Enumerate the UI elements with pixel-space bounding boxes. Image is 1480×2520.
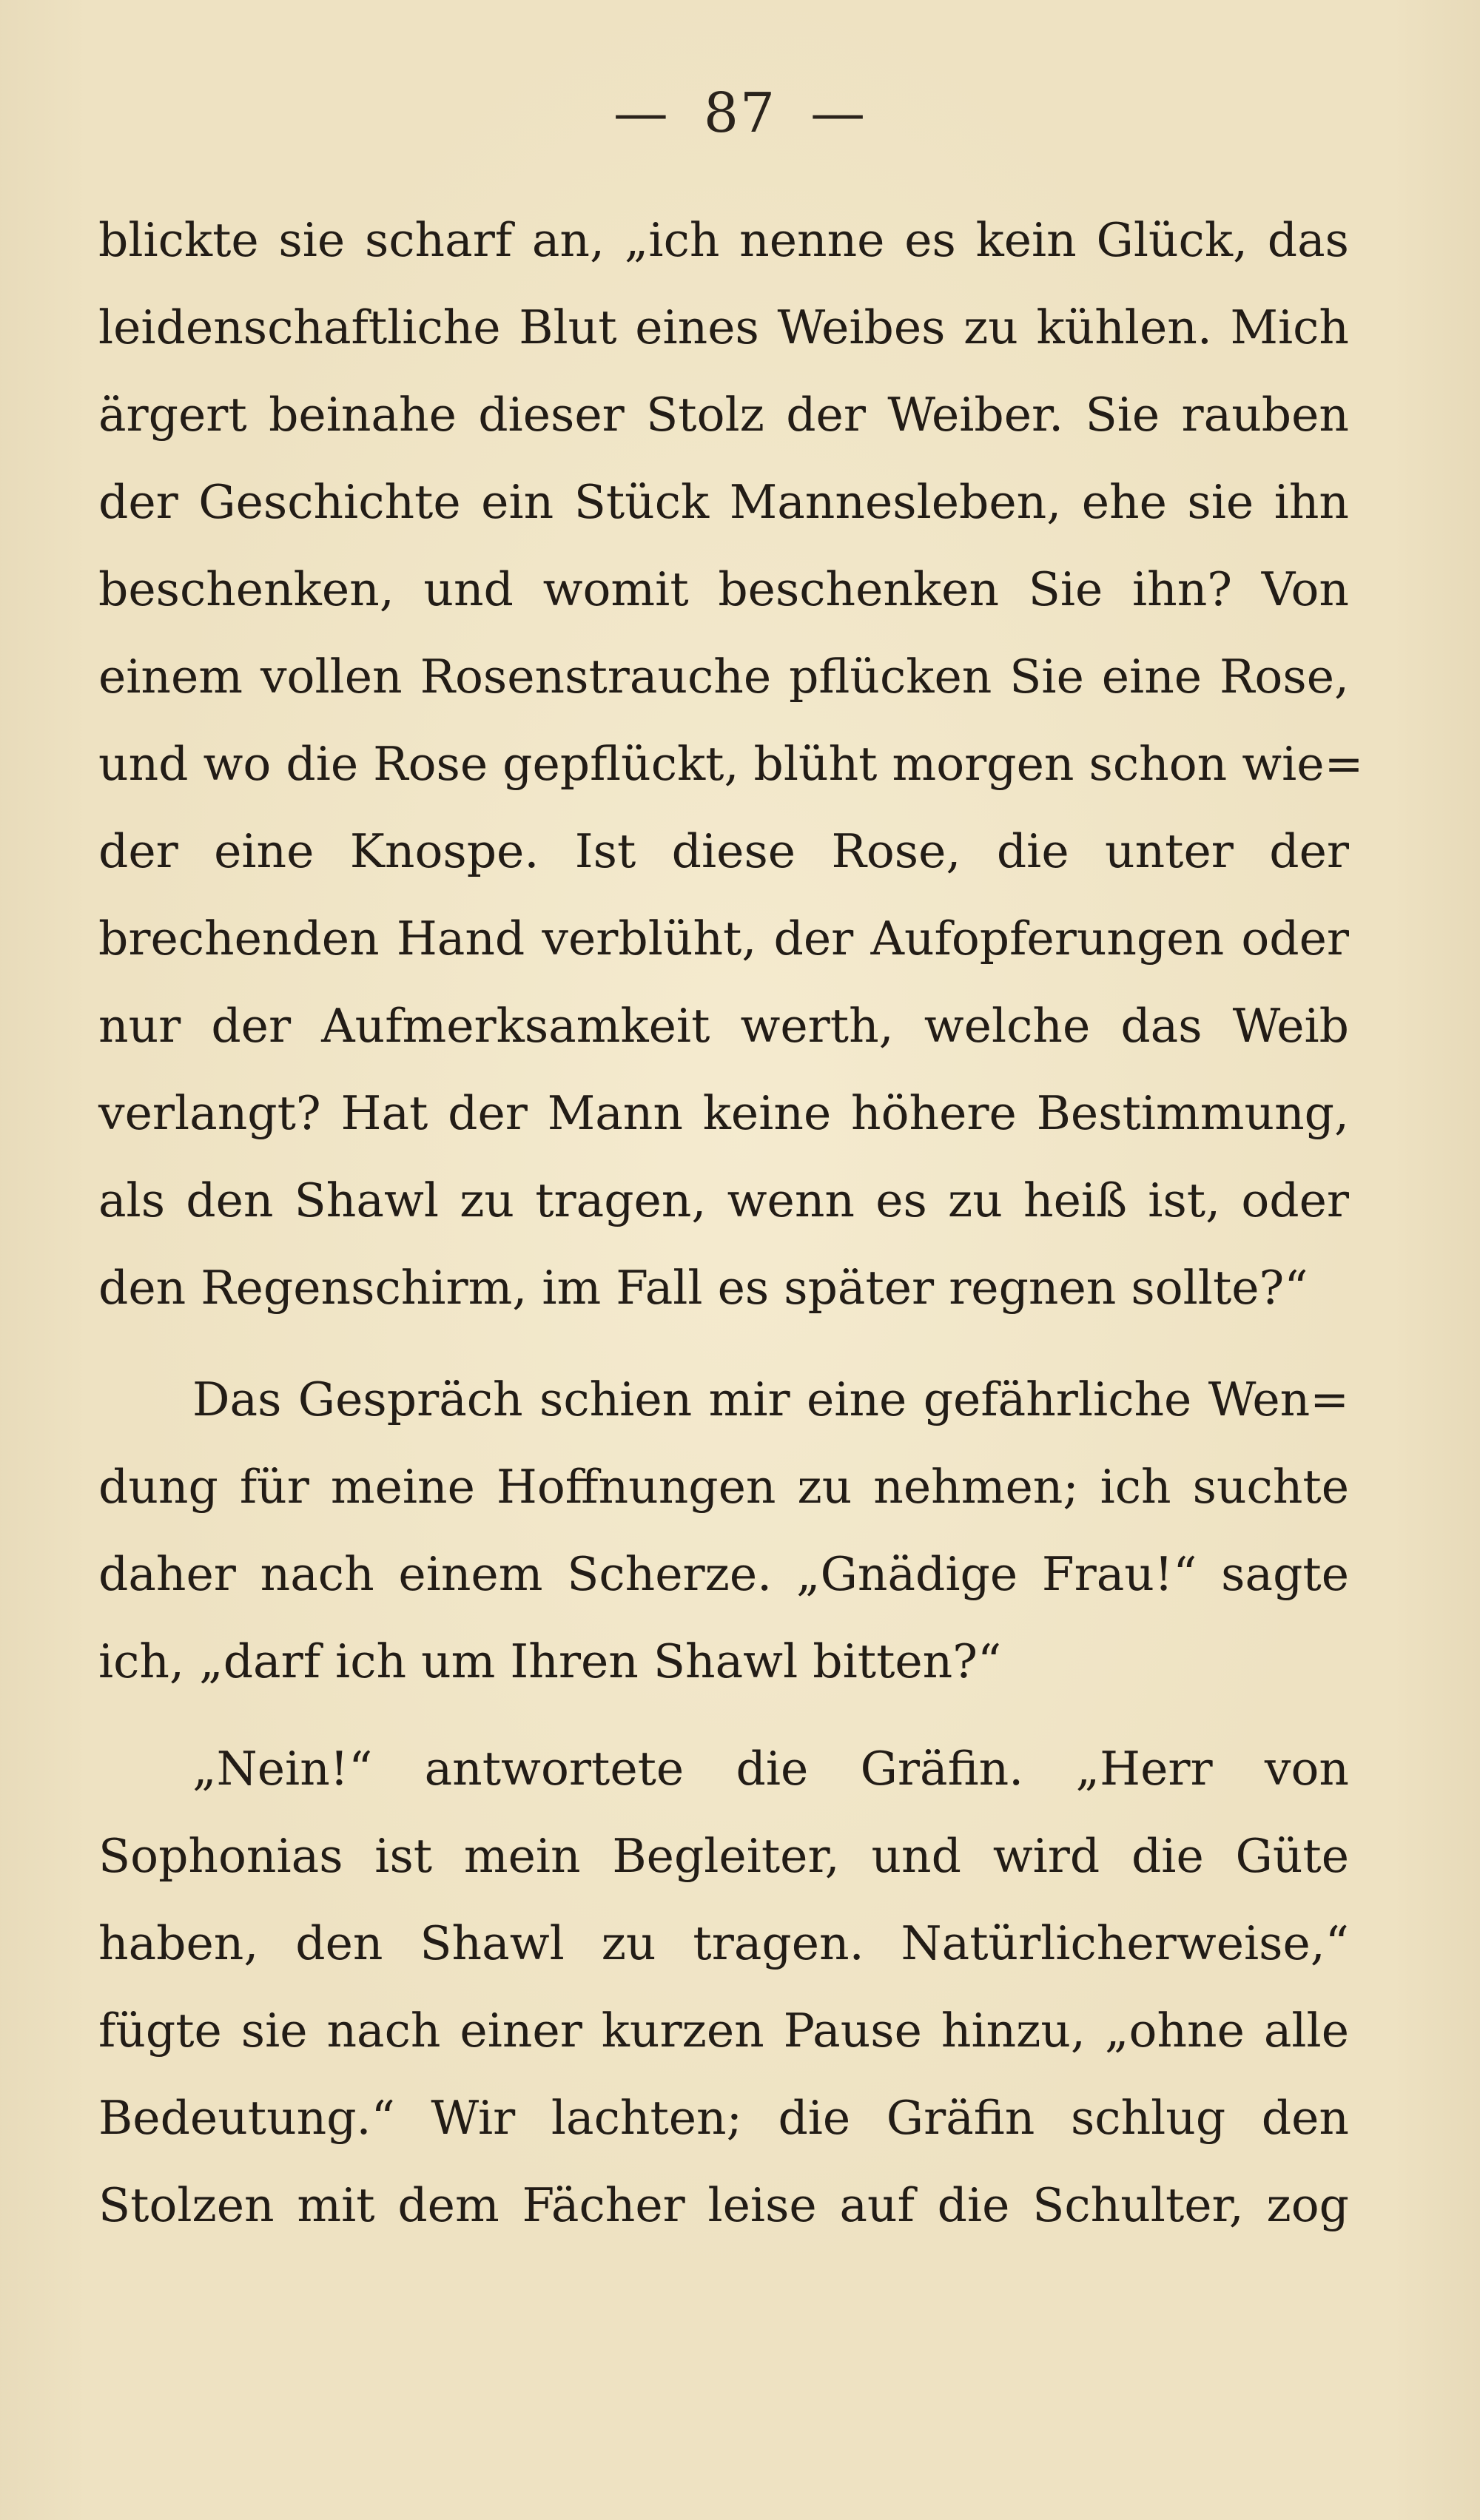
- text-line: und wo die Rose gepflückt, blüht morgen schon wie=: [98, 737, 1364, 791]
- text-line: als den Shawl zu tragen, wenn es zu heiß ist, oder: [98, 1173, 1349, 1227]
- text-line: den Regenschirm, im Fall es später regnen sollte?“: [98, 1261, 1308, 1315]
- text-line: Stolzen mit dem Fächer leise auf die Schulter, zog: [98, 2178, 1349, 2232]
- text-line: Bedeutung.“ Wir lachten; die Gräfin schlug den: [98, 2091, 1349, 2145]
- text-line: daher nach einem Scherze. „Gnädige Frau!“ sagte: [98, 1547, 1349, 1601]
- text-line: einem vollen Rosenstrauche pflücken Sie eine Rose,: [98, 650, 1349, 704]
- text-line: „Nein!“ antwortete die Gräfin. „Herr von: [192, 1742, 1349, 1796]
- text-line: brechenden Hand verblüht, der Aufopferungen oder: [98, 912, 1349, 966]
- header-dash-right: —: [810, 81, 867, 145]
- text-line: leidenschaftliche Blut eines Weibes zu kühlen. Mich: [98, 300, 1349, 354]
- text-line: nur der Aufmerksamkeit werth, welche das Weib: [98, 999, 1349, 1053]
- text-line: Das Gespräch schien mir eine gefährliche Wen=: [192, 1372, 1349, 1426]
- header-dash-left: —: [613, 81, 670, 145]
- text-line: dung für meine Hoffnungen zu nehmen; ich suchte: [98, 1460, 1349, 1514]
- text-line: Sophonias ist mein Begleiter, und wird die Güte: [98, 1829, 1349, 1883]
- page-number: 87: [703, 81, 777, 145]
- text-line: haben, den Shawl zu tragen. Natürlicherweise,“: [98, 1916, 1349, 1970]
- text-line: der Geschichte ein Stück Mannesleben, ehe sie ihn: [98, 475, 1349, 529]
- text-line: verlangt? Hat der Mann keine höhere Bestimmung,: [98, 1086, 1349, 1140]
- text-line: fügte sie nach einer kurzen Pause hinzu, „ohne alle: [98, 2004, 1349, 2058]
- text-line: ich, „darf ich um Ihren Shawl bitten?“: [98, 1634, 1002, 1688]
- text-line: der eine Knospe. Ist diese Rose, die unter der: [98, 824, 1349, 878]
- text-line: ärgert beinahe dieser Stolz der Weiber. Sie rauben: [98, 388, 1349, 442]
- text-line: beschenken, und womit beschenken Sie ihn? Von: [98, 562, 1349, 616]
- text-line: blickte sie scharf an, „ich nenne es kein Glück, das: [98, 213, 1349, 267]
- page-header: [0, 81, 1480, 145]
